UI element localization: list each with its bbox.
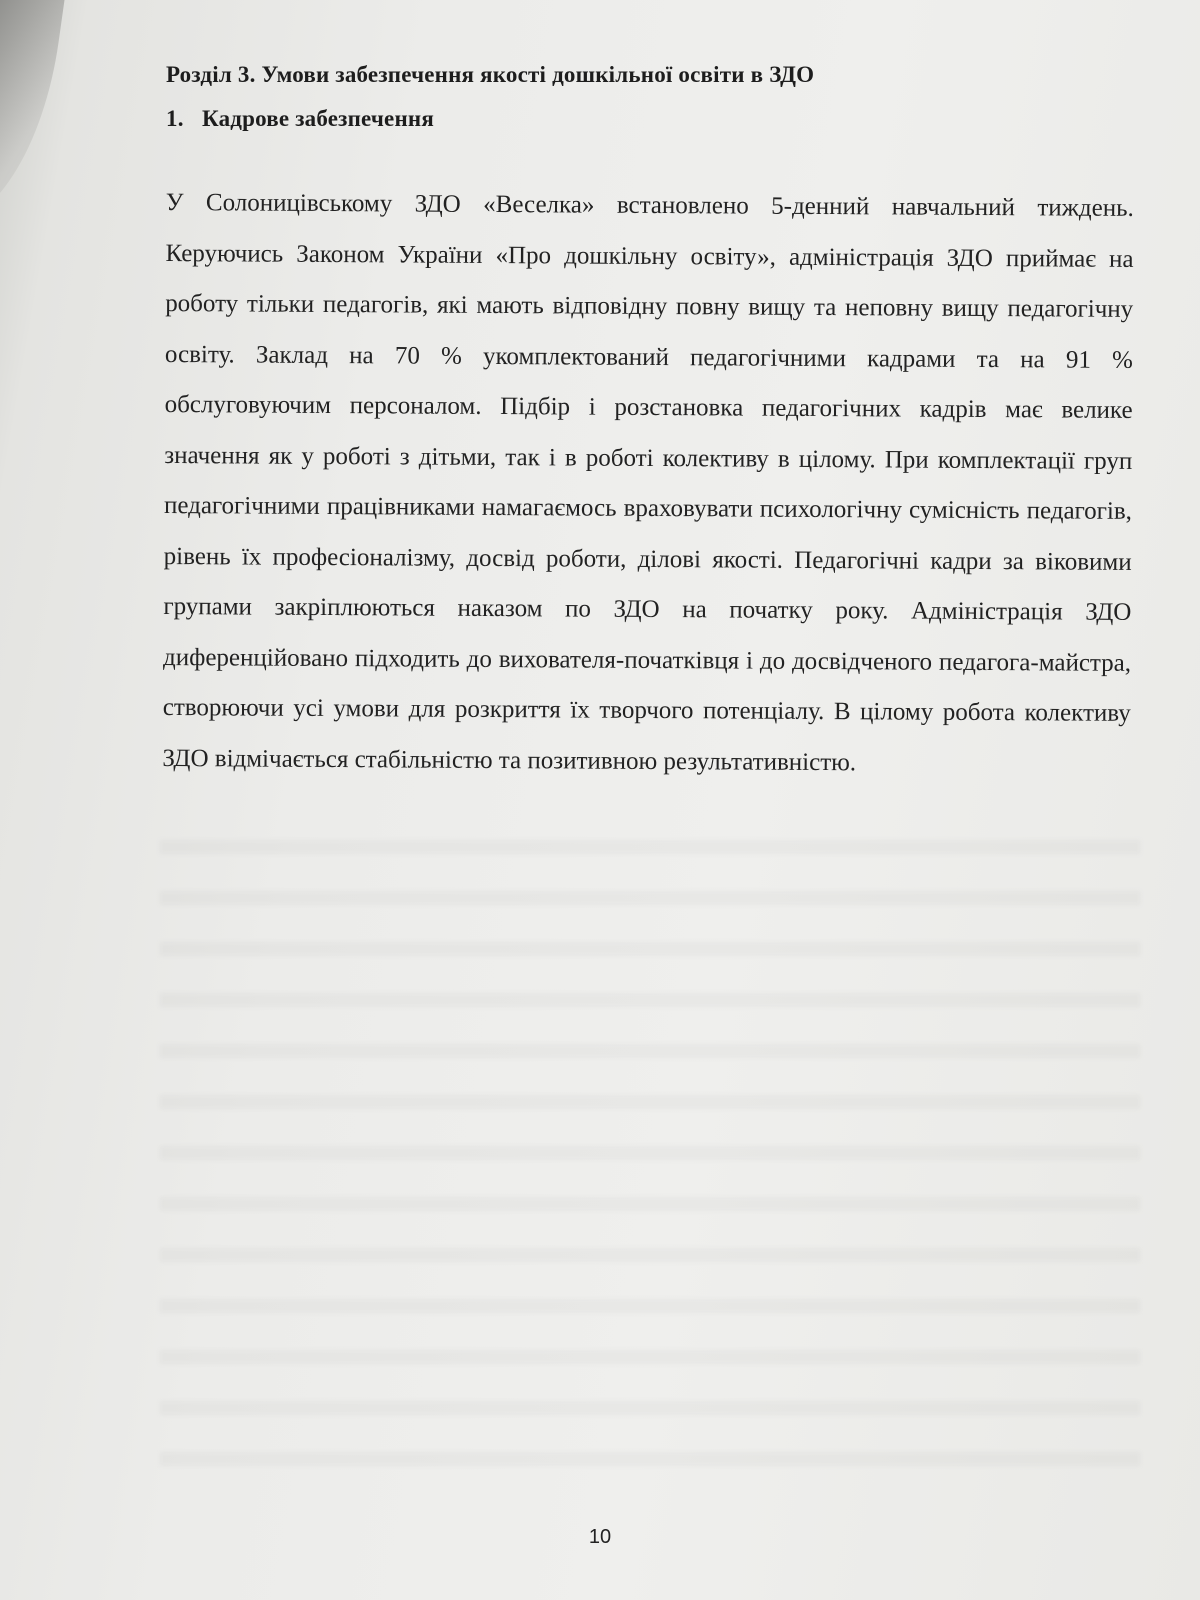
subsection-heading <box>166 106 434 132</box>
page-curl-shadow <box>0 0 68 235</box>
subsection-title: Кадрове забезпечення <box>202 106 435 131</box>
bleed-through-shadow <box>160 810 1140 1470</box>
page-number: 10 <box>588 1526 612 1548</box>
subsection-number: 1. <box>166 106 184 131</box>
body-paragraph: У Солоницівському ЗДО «Веселка» встановлено 5-денний навчальний тиждень. Керуючись Законом України «Про дошкільну освіту», адміністрація ЗДО приймає на роботу тільки педагогів, які мають відповідну повну вищу та неповну вищу педагогічну освіту. Заклад на 70 % укомплектований педагогічними кадрами та на 91 % обслуговуючим персоналом. Підбір і розстановка педагогічних кадрів має велике значення як у роботі з дітьми, так і в роботі колективу в цілому. При комплектації груп педагогічними працівниками намагаємось враховувати психологічну сумісність педагогів, рівень їх професіоналізму, досвід роботи, ділові якості. Педагогічні кадри за віковими групами закріплюються наказом по ЗДО на початку року. Адміністрація ЗДО диференційовано підходить до вихователя-початківця і до досвідченого педагога-майстра, створюючи усі умови для розкриття їх творчого потенціалу. В цілому робота колективу ЗДО відмічається стабільністю та позитивною результативністю. <box>162 188 1134 776</box>
section-title: Розділ 3. Умови забезпечення якості дошкільної освіти в ЗДО <box>166 62 815 87</box>
